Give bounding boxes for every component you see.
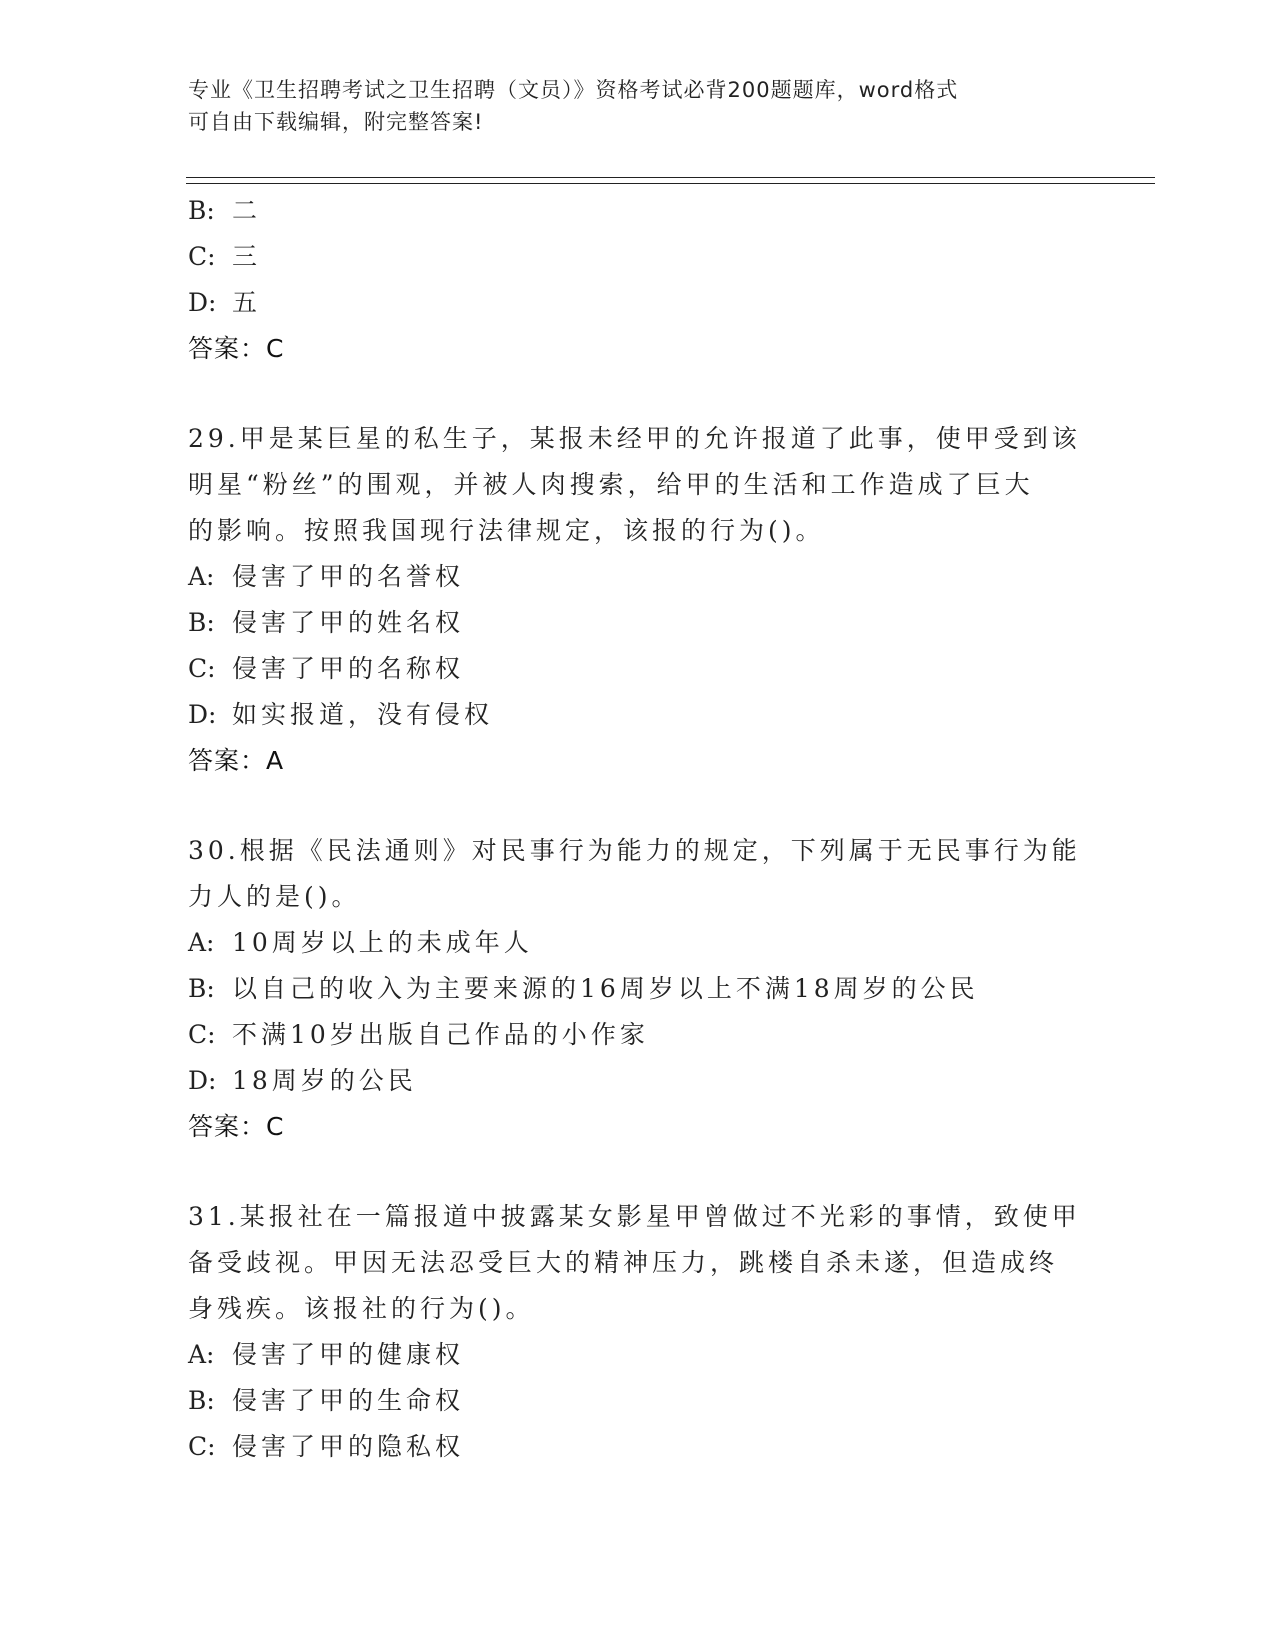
option-text: 如实报道，没有侵权 xyxy=(232,700,494,729)
option-key: C: xyxy=(188,242,216,271)
option-text: 侵害了甲的隐私权 xyxy=(232,1432,465,1461)
option-c xyxy=(188,646,1088,692)
option-d xyxy=(188,280,1088,326)
option-b xyxy=(188,1378,1088,1424)
option-key: C: xyxy=(188,654,216,683)
option-key: A: xyxy=(188,928,215,957)
question-text-line: 备受歧视。甲因无法忍受巨大的精神压力，跳楼自杀未遂，但造成终 xyxy=(188,1248,1059,1277)
option-a xyxy=(188,1332,1088,1378)
option-b xyxy=(188,188,1088,234)
option-b xyxy=(188,600,1088,646)
option-text: 侵害了甲的生命权 xyxy=(232,1386,465,1415)
question-list xyxy=(188,188,1088,1470)
option-key: D: xyxy=(188,288,217,317)
option-text: 三 xyxy=(232,242,262,271)
question-text-line: 的影响。按照我国现行法律规定，该报的行为()。 xyxy=(188,516,825,545)
spacer xyxy=(188,372,1088,416)
option-key: D: xyxy=(188,700,217,729)
option-text: 不满10岁出版自己作品的小作家 xyxy=(232,1020,649,1049)
answer-line: 答案：A xyxy=(188,746,285,775)
option-text: 二 xyxy=(232,196,262,225)
option-text: 侵害了甲的健康权 xyxy=(232,1340,465,1369)
question-31 xyxy=(188,1194,1088,1470)
option-text: 侵害了甲的名誉权 xyxy=(232,562,465,591)
page-header xyxy=(188,74,1068,138)
option-key: A: xyxy=(188,562,215,591)
question-28 xyxy=(188,188,1088,372)
option-key: C: xyxy=(188,1020,216,1049)
option-key: B: xyxy=(188,1386,215,1415)
option-text: 五 xyxy=(232,288,262,317)
question-text-line: 力人的是()。 xyxy=(188,882,361,911)
option-key: B: xyxy=(188,608,215,637)
option-a xyxy=(188,920,1088,966)
question-29 xyxy=(188,416,1088,784)
spacer xyxy=(188,1150,1088,1194)
answer-line: 答案：C xyxy=(188,1112,285,1141)
header-title-line-1: 专业《卫生招聘考试之卫生招聘（文员）》资格考试必背200题题库，word格式 xyxy=(188,78,959,102)
question-text-line: 29.甲是某巨星的私生子，某报未经甲的允许报道了此事，使甲受到该 xyxy=(188,424,1081,453)
question-text-line: 身残疾。该报社的行为()。 xyxy=(188,1294,535,1323)
option-c xyxy=(188,1012,1088,1058)
question-30 xyxy=(188,828,1088,1150)
spacer xyxy=(188,784,1088,828)
option-d xyxy=(188,692,1088,738)
option-key: D: xyxy=(188,1066,217,1095)
question-text-line: 30.根据《民法通则》对民事行为能力的规定，下列属于无民事行为能 xyxy=(188,836,1081,865)
option-key: B: xyxy=(188,974,215,1003)
option-text: 18周岁的公民 xyxy=(232,1066,417,1095)
option-text: 侵害了甲的名称权 xyxy=(232,654,465,683)
header-divider xyxy=(186,177,1155,184)
option-key: C: xyxy=(188,1432,216,1461)
option-text: 以自己的收入为主要来源的16周岁以上不满18周岁的公民 xyxy=(232,974,979,1003)
option-a xyxy=(188,554,1088,600)
option-b xyxy=(188,966,1088,1012)
option-text: 10周岁以上的未成年人 xyxy=(232,928,533,957)
option-key: B: xyxy=(188,196,215,225)
option-c xyxy=(188,234,1088,280)
answer-line: 答案：C xyxy=(188,334,285,363)
option-c xyxy=(188,1424,1088,1470)
option-d xyxy=(188,1058,1088,1104)
question-text-line: 明星“粉丝”的围观，并被人肉搜索，给甲的生活和工作造成了巨大 xyxy=(188,470,1034,499)
option-key: A: xyxy=(188,1340,215,1369)
question-text-line: 31.某报社在一篇报道中披露某女影星甲曾做过不光彩的事情，致使甲 xyxy=(188,1202,1081,1231)
option-text: 侵害了甲的姓名权 xyxy=(232,608,465,637)
header-title-line-2: 可自由下载编辑，附完整答案! xyxy=(188,110,484,134)
